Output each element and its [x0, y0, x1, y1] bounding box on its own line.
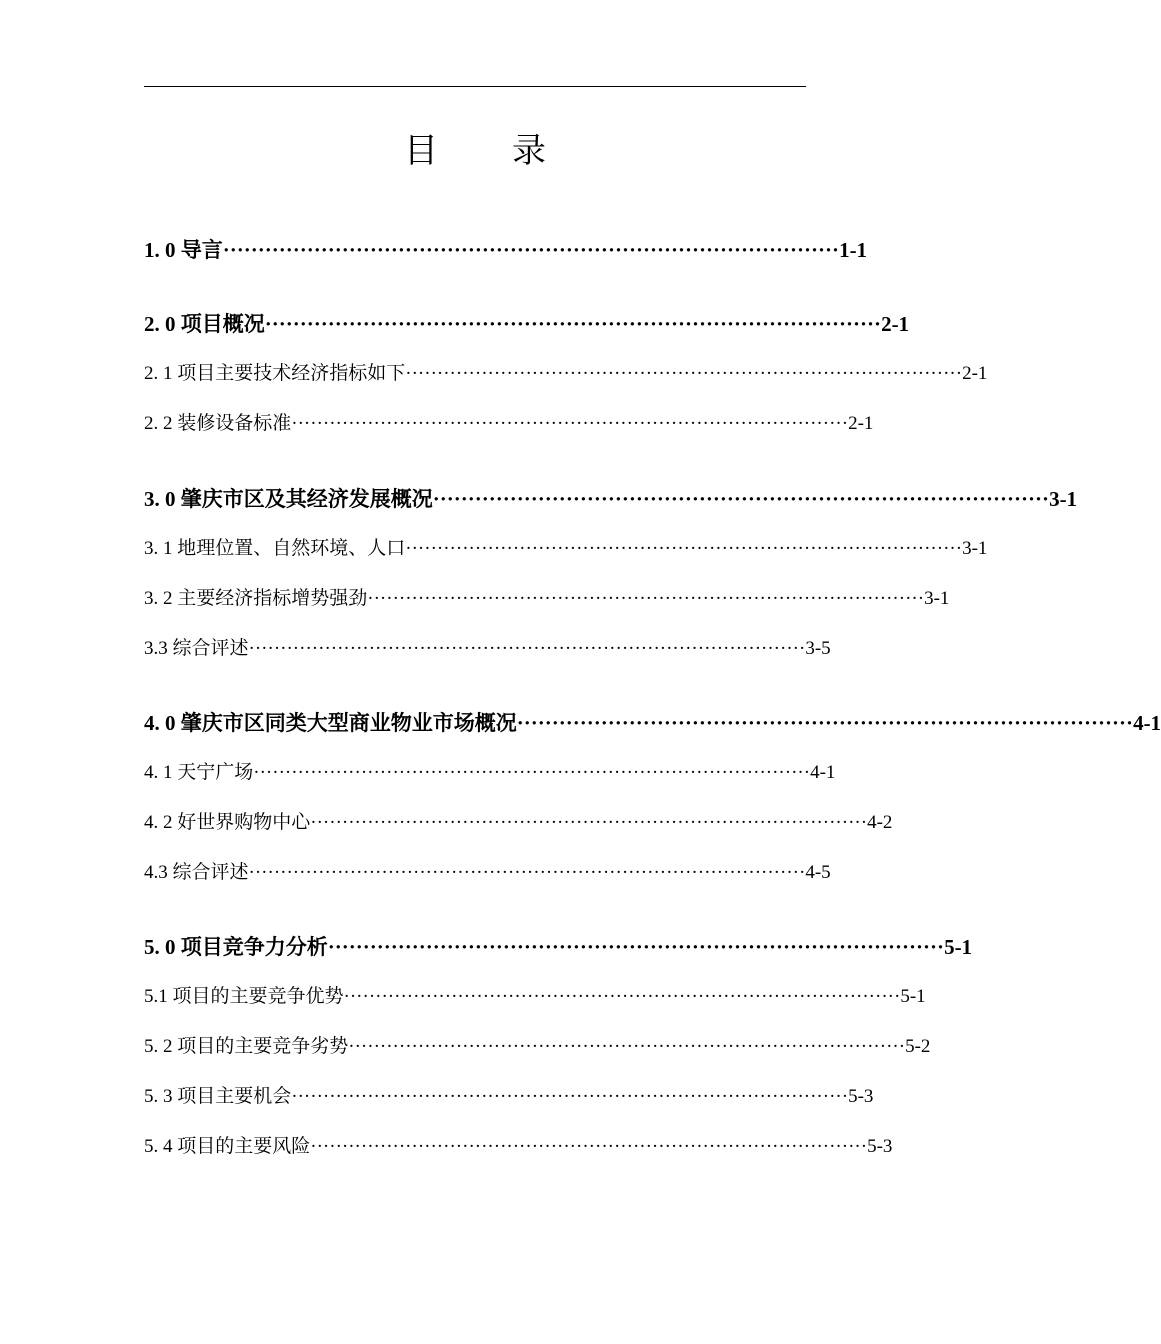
- toc-entry-page: 2-1: [881, 312, 910, 336]
- toc-entry-page: 1-1: [839, 238, 868, 262]
- toc-entry-page: 2-1: [848, 413, 874, 434]
- toc-entry-3-2[interactable]: [144, 584, 950, 614]
- toc-entry-2-1[interactable]: [144, 359, 988, 389]
- toc-entry-page: 4-2: [867, 812, 893, 833]
- dot-leader: ························································································: [343, 986, 901, 1007]
- toc-entry-page: 3-5: [805, 638, 831, 659]
- toc-entry-4-3[interactable]: [144, 858, 831, 888]
- toc-entry-2-0[interactable]: [144, 309, 910, 339]
- dot-leader: ························································································: [367, 588, 925, 609]
- dot-leader: ························································································: [248, 638, 806, 659]
- toc-entry-page: 5-3: [867, 1136, 893, 1157]
- toc-entry-label: 4. 2 好世界购物中心: [144, 812, 311, 833]
- dot-leader: ························································································: [432, 487, 1050, 511]
- dot-leader: ························································································: [310, 812, 868, 833]
- toc-entry-label: 5. 3 项目主要机会: [144, 1086, 292, 1107]
- toc-entry-3-3[interactable]: [144, 634, 831, 664]
- toc-entry-label: 4. 1 天宁广场: [144, 762, 254, 783]
- toc-entry-5-2[interactable]: [144, 1032, 931, 1062]
- toc-entry-page: 5-1: [900, 986, 926, 1007]
- toc-entry-label: 3.3 综合评述: [144, 638, 249, 659]
- toc-entry-page: 3-1: [924, 588, 950, 609]
- toc-entry-page: 4-1: [810, 762, 836, 783]
- toc-entry-page: 3-1: [962, 538, 988, 559]
- toc-entry-label: 3. 0 肇庆市区及其经济发展概况: [144, 487, 433, 511]
- toc-entry-label: 2. 1 项目主要技术经济指标如下: [144, 363, 406, 384]
- toc-entry-page: 3-1: [1049, 487, 1078, 511]
- toc-entry-3-0[interactable]: [144, 484, 1078, 514]
- toc-entry-page: 4-5: [805, 862, 831, 883]
- toc-entry-label: 5.1 项目的主要竞争优势: [144, 986, 344, 1007]
- toc-entry-5-0[interactable]: [144, 932, 973, 962]
- toc-entry-page: 4-1: [1133, 711, 1161, 735]
- toc-entry-4-0[interactable]: [144, 708, 1161, 738]
- toc-entry-label: 2. 2 装修设备标准: [144, 413, 292, 434]
- dot-leader: ························································································: [405, 538, 963, 559]
- toc-entry-5-3[interactable]: [144, 1082, 874, 1112]
- toc-entry-1-0[interactable]: [144, 235, 868, 265]
- toc-entry-4-2[interactable]: [144, 808, 893, 838]
- toc-entry-4-1[interactable]: [144, 758, 836, 788]
- dot-leader: ························································································: [248, 862, 806, 883]
- dot-leader: ························································································: [291, 1086, 849, 1107]
- toc-entry-page: 2-1: [962, 363, 988, 384]
- toc-entry-5-4[interactable]: [144, 1132, 893, 1162]
- toc-entry-3-1[interactable]: [144, 534, 988, 564]
- header-rule: [144, 86, 806, 87]
- toc-entry-page: 5-3: [848, 1086, 874, 1107]
- toc-entry-label: 5. 4 项目的主要风险: [144, 1136, 311, 1157]
- dot-leader: ························································································: [222, 238, 840, 262]
- toc-entry-label: 2. 0 项目概况: [144, 312, 265, 336]
- dot-leader: ························································································: [348, 1036, 906, 1057]
- title-char-2: 录: [512, 133, 546, 170]
- toc-entry-2-2[interactable]: [144, 409, 874, 439]
- dot-leader: ························································································: [291, 413, 849, 434]
- toc-entry-page: 5-2: [905, 1036, 931, 1057]
- dot-leader: ························································································: [327, 935, 945, 959]
- dot-leader: ························································································: [310, 1136, 868, 1157]
- title-char-1: 目: [404, 133, 438, 170]
- toc-entry-label: 1. 0 导言: [144, 238, 223, 262]
- toc-entry-label: 4.3 综合评述: [144, 862, 249, 883]
- dot-leader: ························································································: [405, 363, 963, 384]
- toc-entry-page: 5-1: [944, 935, 973, 959]
- toc-entry-label: 3. 1 地理位置、自然环境、人口: [144, 538, 406, 559]
- toc-entry-label: 3. 2 主要经济指标增势强劲: [144, 588, 368, 609]
- dot-leader: ························································································: [516, 711, 1134, 735]
- dot-leader: ························································································: [264, 312, 882, 336]
- page-title: [0, 128, 950, 176]
- toc-entry-5-1[interactable]: [144, 982, 926, 1012]
- dot-leader: ························································································: [253, 762, 811, 783]
- toc-entry-label: 5. 2 项目的主要竞争劣势: [144, 1036, 349, 1057]
- toc-entry-label: 5. 0 项目竞争力分析: [144, 935, 328, 959]
- toc-entry-label: 4. 0 肇庆市区同类大型商业物业市场概况: [144, 711, 517, 735]
